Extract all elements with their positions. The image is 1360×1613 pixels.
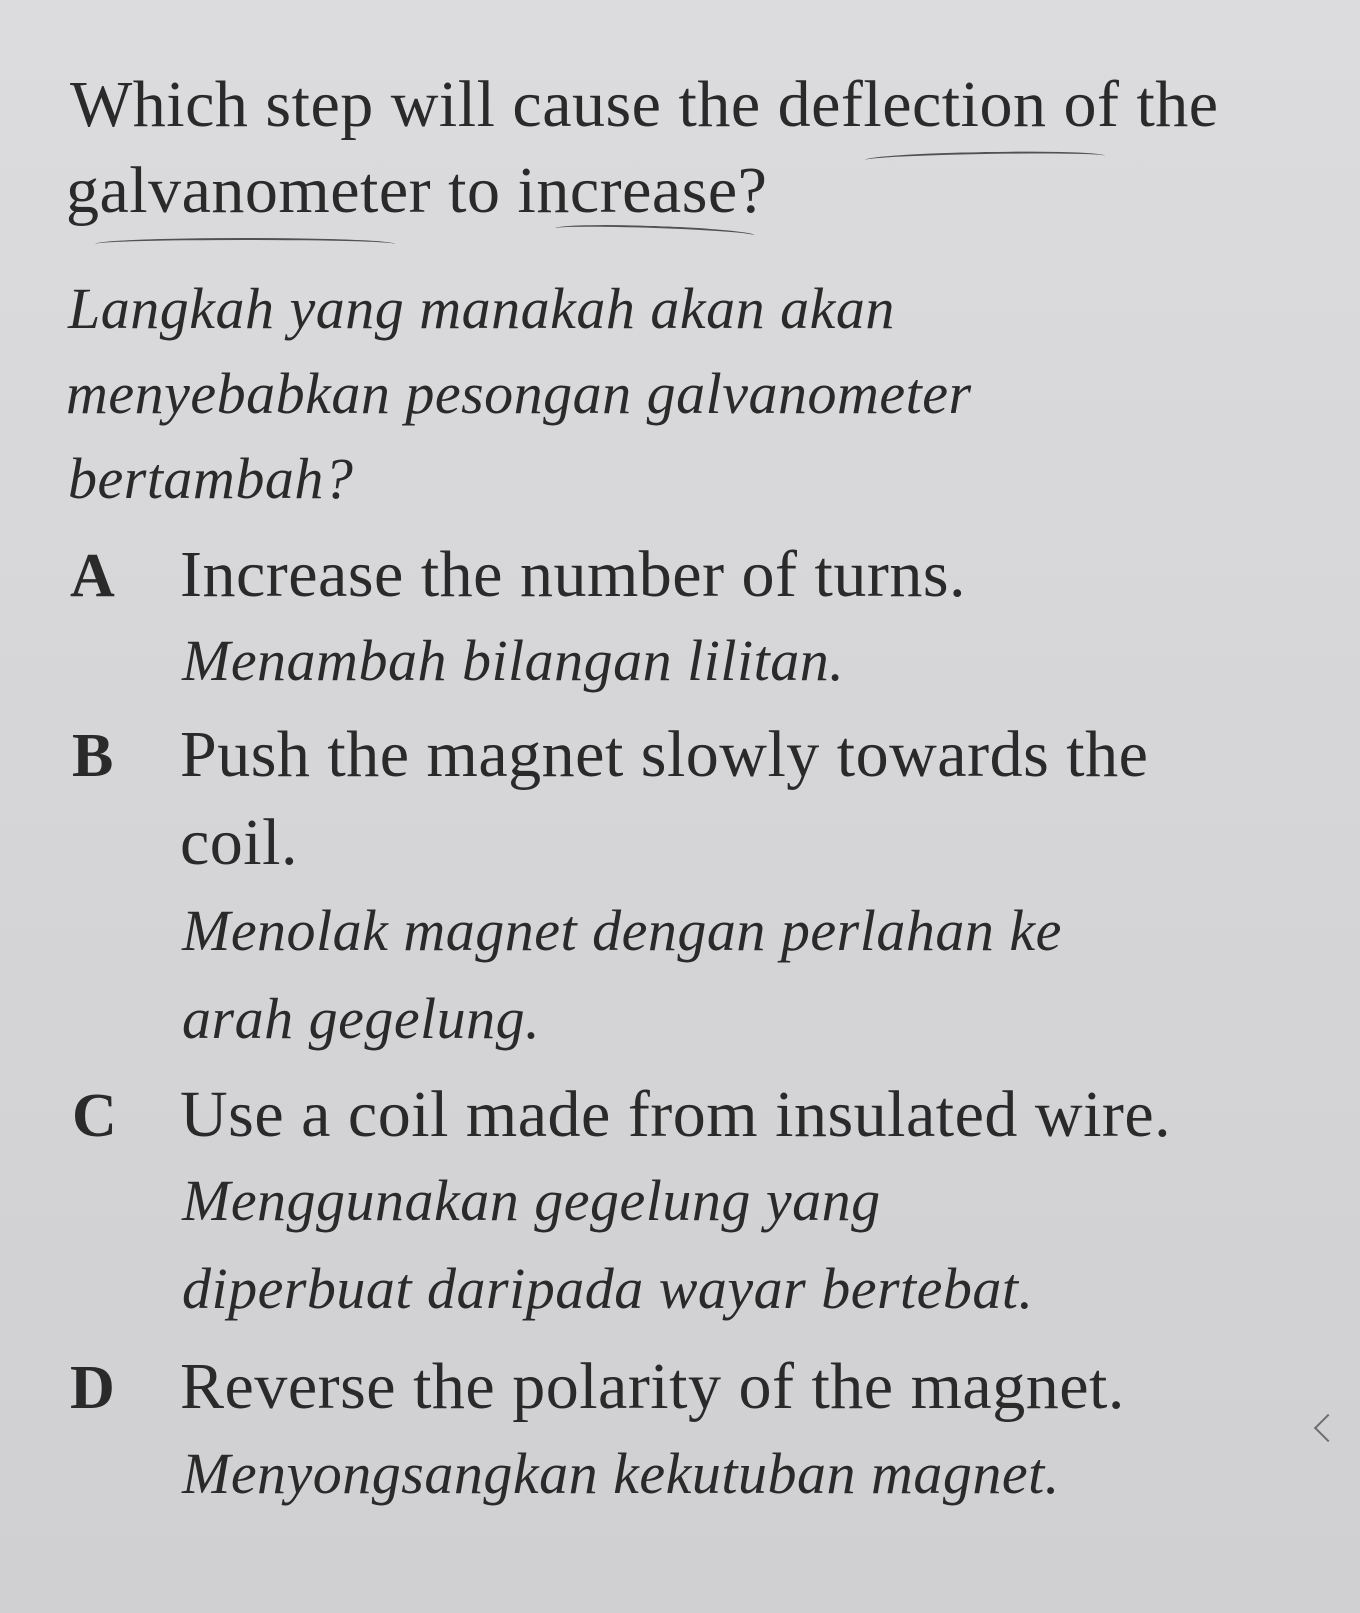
option-a-malay: Menambah bilangan lilitan.	[182, 628, 845, 693]
option-b-english-line-2: coil.	[180, 806, 298, 879]
option-b-english-line-1: Push the magnet slowly towards the	[180, 718, 1149, 791]
option-b-malay-line-1: Menolak magnet dengan perlahan ke	[182, 898, 1062, 963]
option-c-letter: C	[72, 1082, 117, 1150]
option-d-letter: D	[70, 1354, 115, 1422]
question-english-line-2: galvanometer to increase?	[66, 154, 768, 227]
question-malay-line-1: Langkah yang manakah akan akan	[68, 276, 895, 341]
option-c-malay-line-2: diperbuat daripada wayar bertebat.	[182, 1256, 1034, 1321]
question-malay-line-3: bertambah?	[68, 446, 354, 511]
pen-underline-mark	[95, 238, 395, 250]
pen-tick-mark	[1314, 1414, 1342, 1442]
option-b-letter: B	[72, 722, 114, 790]
option-c-malay-line-1: Menggunakan gegelung yang	[182, 1168, 881, 1233]
option-d-english: Reverse the polarity of the magnet.	[180, 1350, 1125, 1423]
option-b-malay-line-2: arah gegelung.	[182, 986, 541, 1051]
option-a-letter: A	[70, 542, 115, 610]
option-d-malay: Menyongsangkan kekutuban magnet.	[182, 1441, 1060, 1506]
question-english-line-1: Which step will cause the deflection of the	[70, 68, 1219, 141]
option-c-english: Use a coil made from insulated wire.	[180, 1078, 1172, 1151]
pen-underline-mark	[865, 150, 1105, 166]
option-a-english: Increase the number of turns.	[180, 538, 967, 611]
question-malay-line-2: menyebabkan pesongan galvanometer	[66, 361, 972, 426]
